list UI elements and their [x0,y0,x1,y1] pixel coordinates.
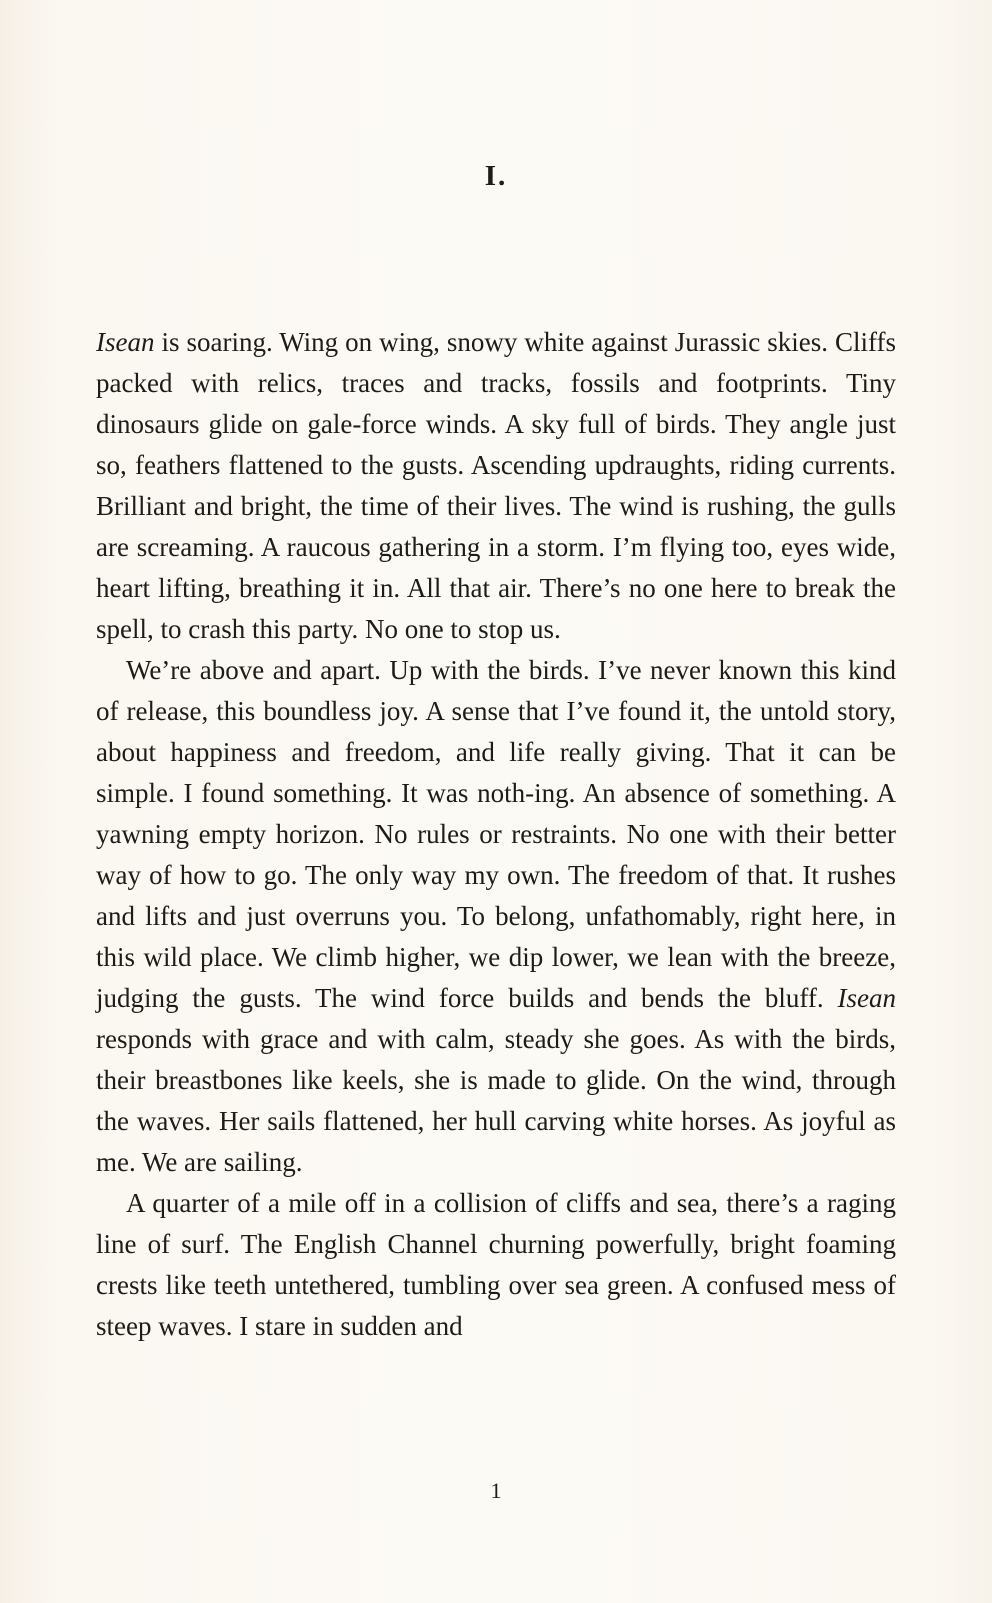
paragraph-2-text-before: We’re above and apart. Up with the birds. I’ve never known this kind of release, this boundless joy. A sense that I’ve found it, the untold story, about happiness and freedom, and life really giving. That it can be simple. I found something. It was noth-ing. An absence of something. A yawning empty horizon. No rules or restraints. No one with their better way of how to go. The only way my own. The freedom of that. It rushes and lifts and just overruns you. To belong, unfathomably, right here, in this wild place. We climb higher, we dip lower, we lean with the breeze, judging the gusts. The wind force builds and bends the bluff. [96,655,896,1013]
paragraph-1 [96,322,896,650]
page-number: 1 [490,1478,502,1503]
chapter-heading: I. [484,160,508,192]
paragraph-2-text-after: responds with grace and with calm, steady she goes. As with the birds, their breastbones like keels, she is made to glide. On the wind, through the waves. Her sails flattened, her hull carving white horses. As joyful as me. We are sailing. [96,1024,896,1177]
paragraph-1-text: is soaring. Wing on wing, snowy white against Jurassic skies. Cliffs packed with relics, traces and tracks, fossils and footprints. Tiny dinosaurs glide on gale-force winds. A sky full of birds. They angle just so, feathers flattened to the gusts. Ascending updraughts, riding currents. Brilliant and bright, the time of their lives. The wind is rushing, the gulls are screaming. A raucous gathering in a storm. I’m flying too, eyes wide, heart lifting, breathing it in. All that air. There’s no one here to break the spell, to crash this party. No one to stop us. [96,327,896,644]
body-text [96,322,896,1347]
ship-name: Isean [96,327,155,357]
paragraph-3 [96,1183,896,1347]
paragraph-2 [96,650,896,1183]
paragraph-3-text: A quarter of a mile off in a collision of cliffs and sea, there’s a raging line of surf. The English Channel churning powerfully, bright foaming crests like teeth untethered, tumbling over sea green. A confused mess of steep waves. I stare in sudden and [96,1188,896,1341]
ship-name: Isean [837,983,896,1013]
